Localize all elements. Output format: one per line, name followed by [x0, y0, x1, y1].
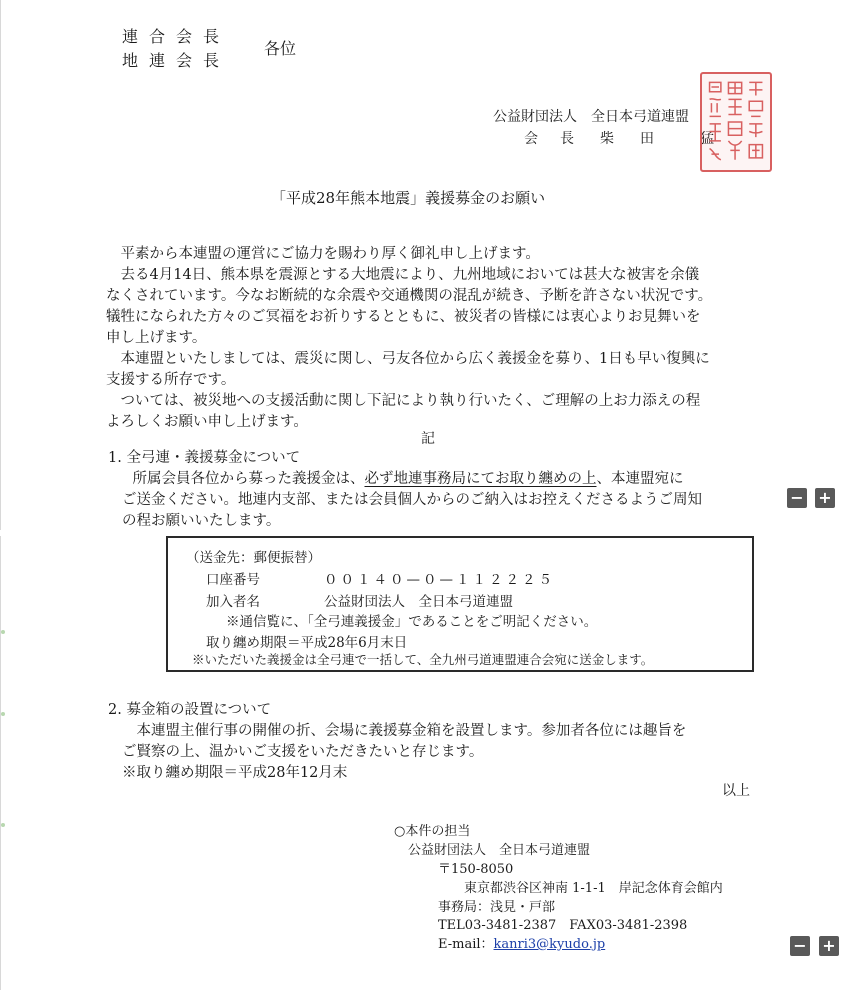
intro-line: ついては、被災地への支援活動に関し下記により執り行いたく、ご理解の上お力添えの程	[106, 393, 701, 409]
ki-marker: 記	[421, 431, 435, 447]
account-number: ００１４０—０—１１２２２５	[324, 572, 555, 588]
intro-line: 平素から本連盟の運営にご協力を賜わり厚く御礼申し上げます。	[106, 246, 540, 262]
zoom-in-button-bottom[interactable]: +	[819, 936, 839, 956]
intro-line: 支援する所存です。	[106, 372, 236, 388]
recipient-line-2: 地連会長	[122, 51, 231, 70]
intro-line: 去る4月14日、熊本県を震源とする大地震により、九州地域においては甚大な被害を余儀	[106, 267, 700, 283]
sender-position: 会 長	[524, 131, 578, 147]
intro-line: 犠牲になられた方々のご冥福をお祈りするとともに、被災者の皆様には衷心よりお見舞いを	[106, 309, 701, 325]
remit-note-1: ※通信覧に、「全弓連義援金」であることをご明記ください。	[226, 614, 598, 630]
remit-note-2: ※いただいた義援金は全弓連で一括して、全九州弓道連盟連合会宛に送金します。	[192, 652, 654, 667]
zoom-out-button-top[interactable]: −	[787, 488, 807, 508]
email-link[interactable]: kanri3@kyudo.jp	[493, 937, 606, 952]
zoom-out-button-bottom[interactable]: −	[790, 936, 810, 956]
intro-line: よろしくお願い申し上げます。	[106, 414, 308, 430]
section-1-text-a: 所属会員各位から募った義援金は、	[118, 471, 365, 487]
section-2-heading: 2. 募金箱の設置について	[108, 702, 272, 718]
zoom-in-button-top[interactable]: +	[815, 488, 835, 508]
contact-address: 東京都渋谷区神南 1-1-1 岸記念体育会館内	[464, 881, 723, 896]
recipient-honorific: 各位	[264, 39, 297, 58]
scan-edge-top	[0, 0, 1, 530]
intro-text	[106, 244, 712, 433]
scan-edge-bottom	[0, 536, 1, 990]
intro-line: なくされています。今なお断続的な余震や交通機関の混乱が続き、予断を許さない状況です。	[106, 288, 713, 304]
scan-speck	[1, 630, 5, 634]
section-1-underlined-text: 必ず地連事務局にてお取り纏めの上	[364, 471, 597, 487]
scan-speck	[1, 823, 5, 827]
contact-office: 事務局：浅見・戸部	[438, 900, 556, 915]
remit-header: （送金先：郵便振替）	[186, 550, 321, 566]
subscriber-label: 加入者名	[206, 594, 260, 610]
email-label: E-mail：	[438, 937, 494, 952]
contact-phone: TEL03-3481-2387 FAX03-3481-2398	[438, 918, 688, 933]
contact-postal: 〒150-8050	[438, 862, 514, 877]
remittance-box	[166, 536, 754, 672]
subscriber-name: 公益財団法人 全日本弓道連盟	[324, 594, 513, 610]
official-seal	[700, 72, 772, 172]
contact-heading: ○本件の担当	[394, 824, 471, 839]
scan-speck	[1, 712, 5, 716]
section-1-line-3: の程お願いいたします。	[122, 513, 281, 529]
section-1	[108, 448, 702, 532]
contact-email-row	[438, 933, 605, 952]
account-label: 口座番号	[206, 572, 260, 588]
intro-line: 申し上げます。	[106, 330, 207, 346]
contact-organization: 公益財団法人 全日本弓道連盟	[408, 843, 591, 858]
remit-deadline: 取り纏め期限＝平成28年6月末日	[206, 635, 408, 651]
sender-organization: 公益財団法人 全日本弓道連盟	[493, 109, 689, 125]
section-1-line-2: ご送金ください。地連内支部、または会員個人からのご納入はお控えくださるようご周知	[122, 492, 702, 508]
section-1-heading: 1. 全弓連・義援募金について	[108, 450, 301, 466]
sender-name: 柴 田 猛	[600, 131, 720, 147]
section-2-line-2: ご賢察の上、温かいご支援をいただきたいと存じます。	[122, 744, 484, 760]
section-2-line-1: 本連盟主催行事の開催の折、会場に義援募金箱を設置します。参加者各位には趣旨を	[122, 723, 687, 739]
recipient-line-1: 連合会長	[122, 27, 231, 46]
intro-line: 本連盟といたしましては、震災に関し、弓友各位から広く義援金を募り、1日も早い復興に	[106, 351, 710, 367]
section-1-text-b: 、本連盟宛に	[596, 471, 684, 487]
seal-glyphs	[702, 74, 770, 170]
section-2	[108, 700, 686, 784]
section-1-line-1	[108, 469, 702, 490]
closing-mark: 以上	[722, 783, 750, 799]
document-title: 「平成28年熊本地震」義援募金のお願い	[271, 189, 546, 207]
section-2-deadline: ※取り纏め期限＝平成28年12月末	[122, 765, 348, 781]
